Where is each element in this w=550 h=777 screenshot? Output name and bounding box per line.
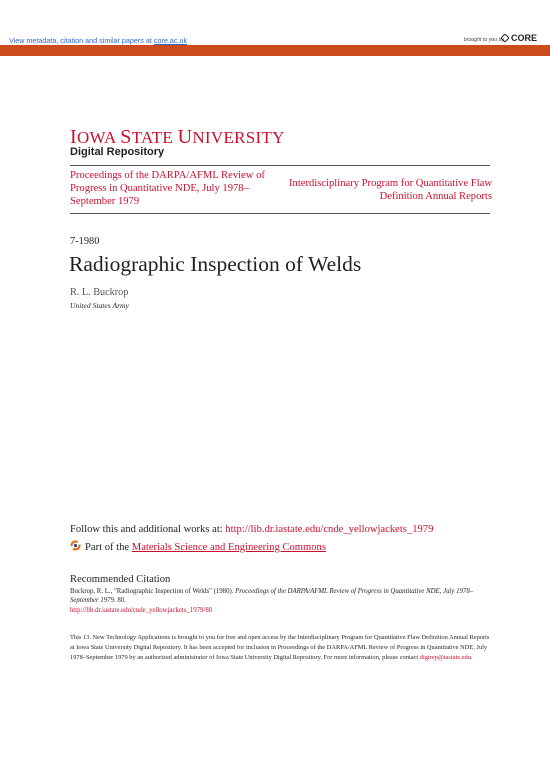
core-metadata-line — [9, 36, 187, 45]
commons-network-icon — [70, 540, 81, 554]
access-notice: This 13. New Technology Applications is brought to you for free and open access by the Interdisciplinary Program for Quantitative Flaw Definition Annual Reports at Iowa State University Digital Repository. It has been accepted for inclusion in Proceedings of the DARPA/AFML Review of Progress in Quantitative NDE, July 1978–September 1979 by an authorized administrator of Iowa State University Digital Repository. For more information, please contact digirep@iastate.edu. — [70, 634, 490, 661]
series-link[interactable]: Proceedings of the DARPA/AFML Review of Progress in Quantitative NDE, July 1978–September 1979 — [70, 170, 265, 208]
view-metadata-text: View metadata, citation and similar papers at — [9, 36, 152, 45]
recommended-citation-heading: Recommended Citation — [70, 574, 171, 585]
part-of-prefix: Part of the — [85, 541, 132, 553]
author-affiliation: United States Army — [70, 301, 129, 310]
author-name: R. L. Buckrop — [70, 287, 129, 298]
citation-url-link[interactable]: http://lib.dr.iastate.edu/cnde_yellowjackets_1979/80 — [70, 606, 213, 614]
publication-date: 7-1980 — [70, 236, 100, 247]
digital-repository-label: Digital Repository — [70, 146, 165, 158]
contact-email-link[interactable]: digirep@iastate.edu — [419, 653, 471, 661]
iowa-state-university-wordmark: IOWA STATE UNIVERSITY — [70, 126, 285, 148]
bottom-divider — [70, 213, 490, 214]
part-of-line — [70, 540, 326, 554]
provided-by-text: provided by Digital Repository @ Iowa State University — [409, 92, 538, 98]
core-logo-icon — [501, 34, 509, 42]
follow-prefix: Follow this and additional works at: — [70, 524, 226, 535]
citation-text: Buckrop, R. L., "Radiographic Inspection of Welds" (1980). Proceedings of the DARPA/AFML Review of Progress in Quantitative NDE, July 1978–September 1979. 80. http://lib.dr.iastate.edu/cnde_yellowjackets_1979/80 — [70, 588, 474, 614]
core-banner — [0, 0, 550, 98]
program-link[interactable]: Interdisciplinary Program for Quantitative Flaw Definition Annual Reports — [289, 178, 492, 203]
core-logo[interactable] — [501, 33, 537, 43]
provided-by-strip — [0, 45, 550, 98]
brought-to-you-by-text: brought to you by — [463, 37, 504, 43]
follow-line — [70, 524, 433, 535]
core-ac-uk-link[interactable]: core.ac.uk — [153, 36, 188, 45]
follow-url-link[interactable]: http://lib.dr.iastate.edu/cnde_yellowjackets_1979 — [225, 524, 434, 535]
article-title: Radiographic Inspection of Welds — [69, 252, 362, 276]
top-divider — [70, 165, 490, 166]
core-logo-text: CORE — [510, 33, 537, 43]
commons-link[interactable]: Materials Science and Engineering Commons — [131, 541, 326, 553]
